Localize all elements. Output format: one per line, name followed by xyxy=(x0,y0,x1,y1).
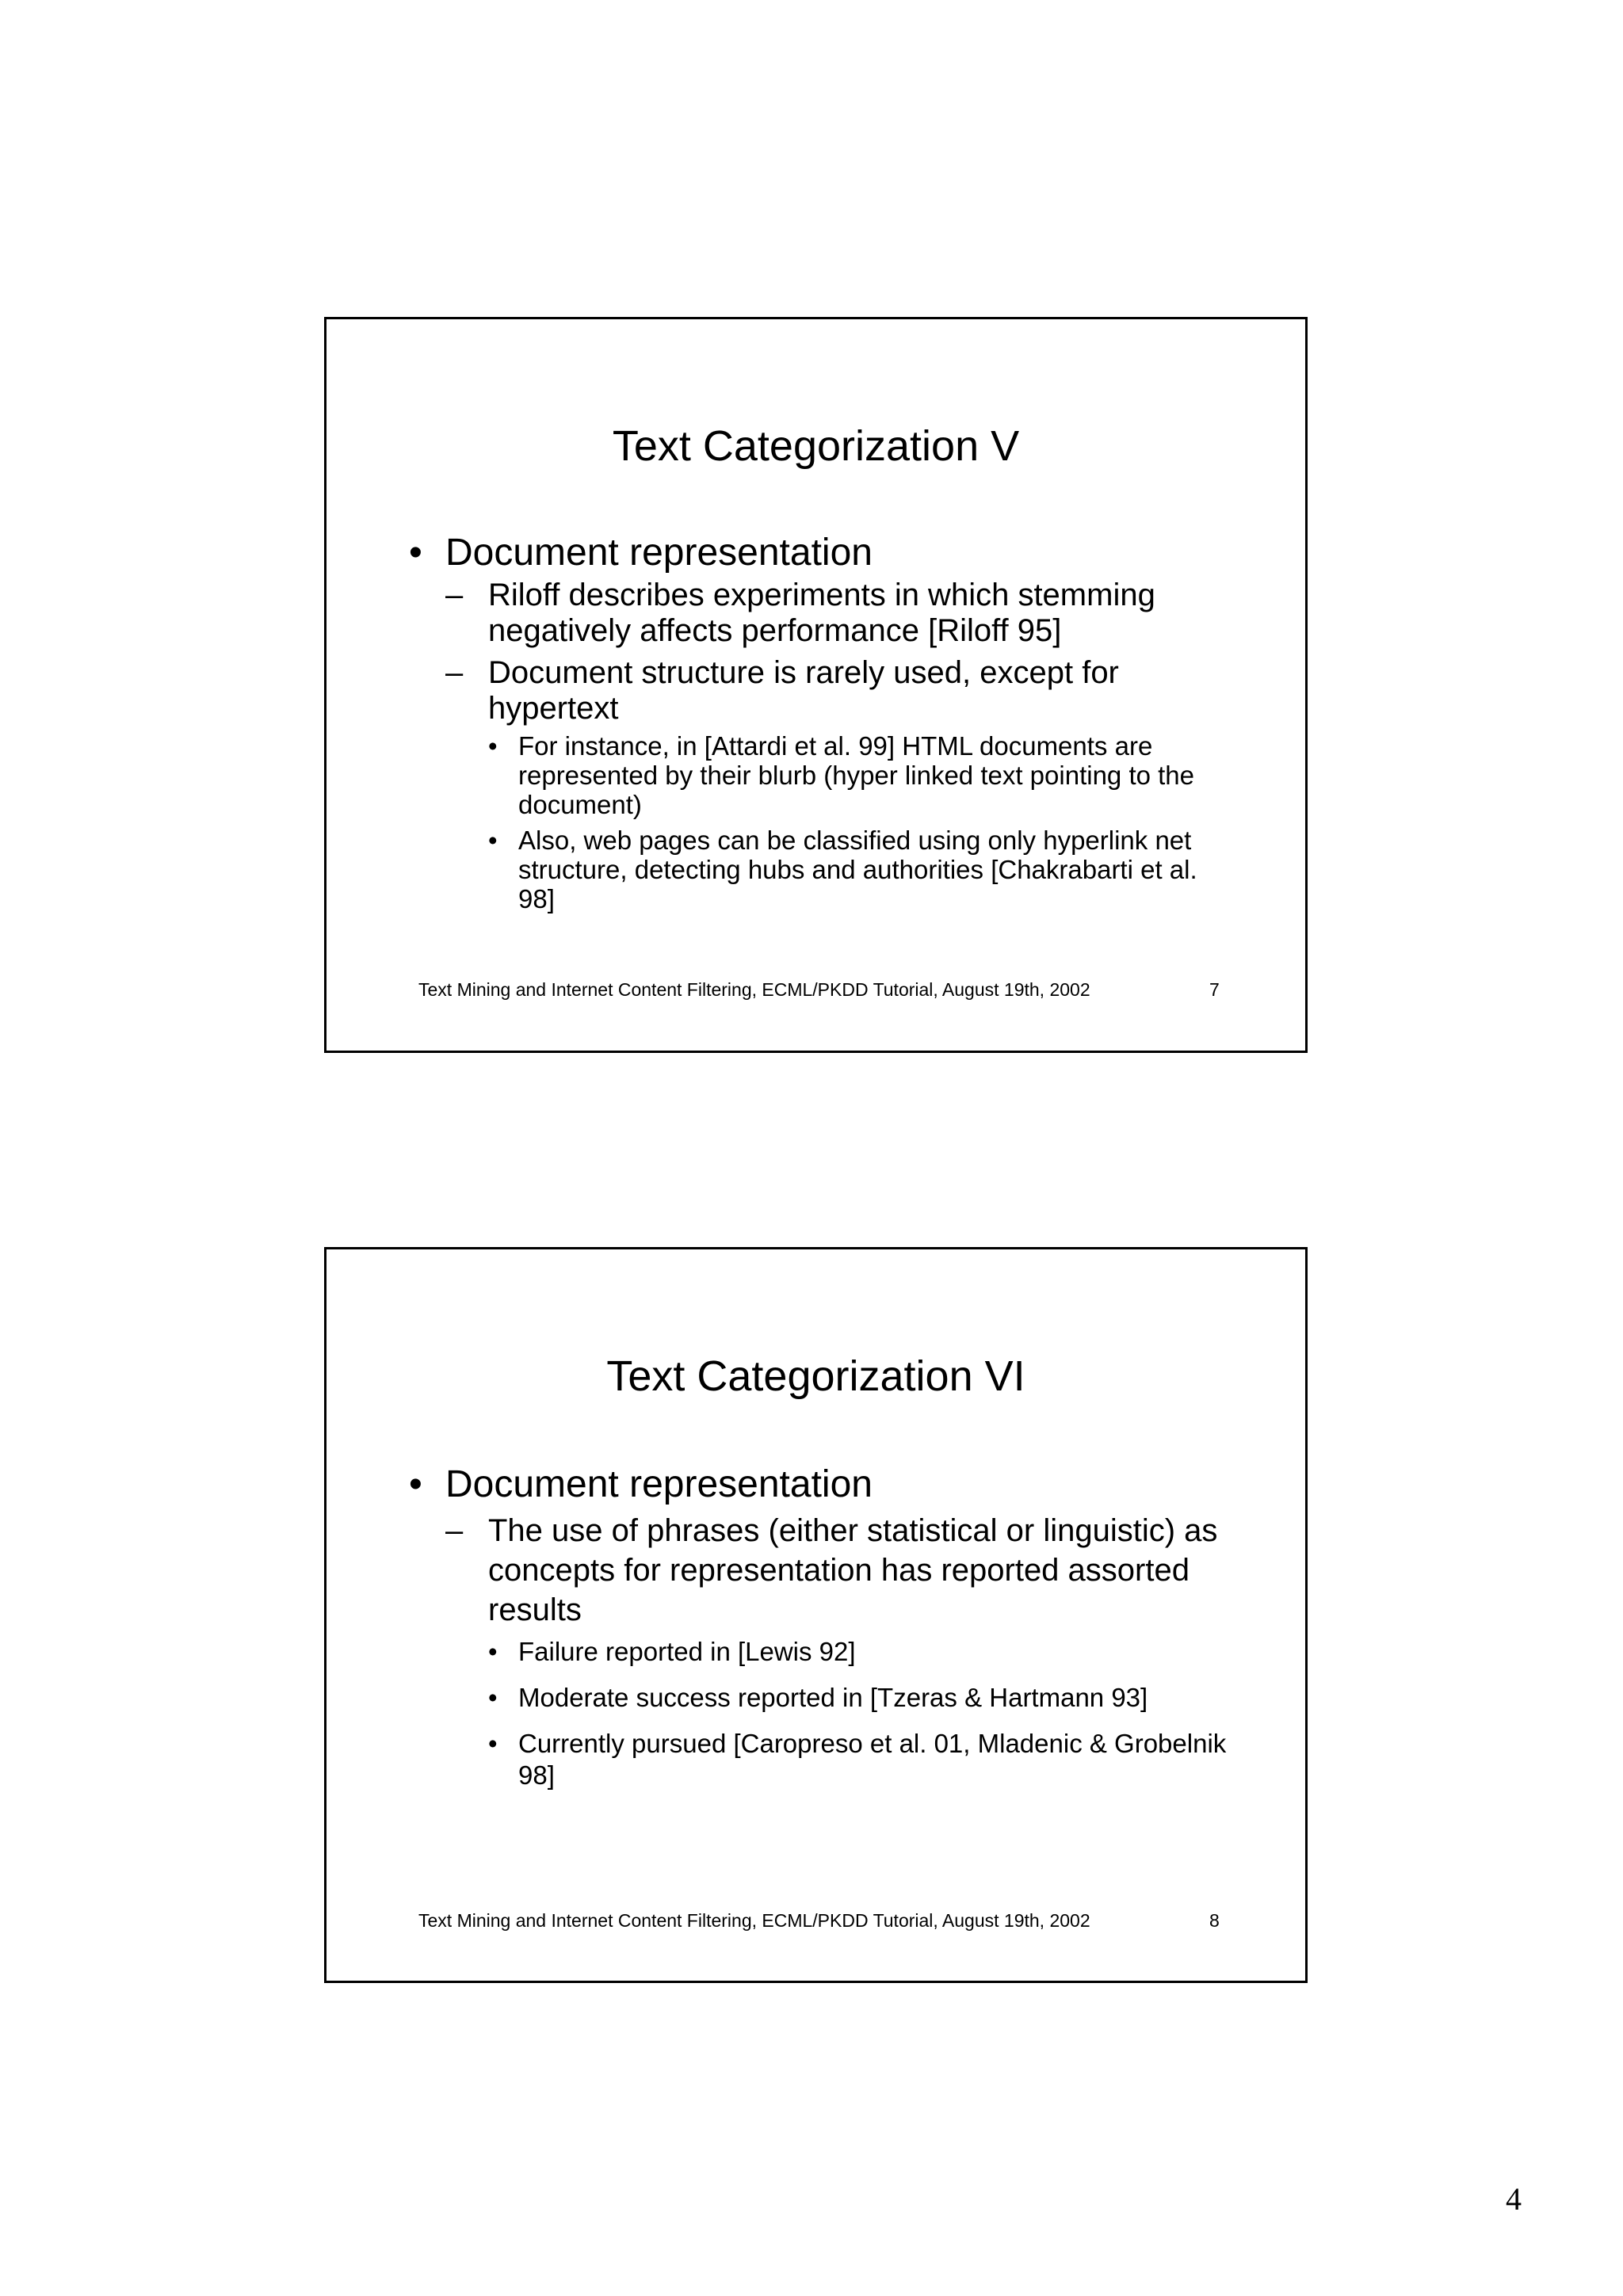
sub-sub-bullet-item xyxy=(488,731,1234,819)
sub-bullet-item xyxy=(445,655,1234,913)
sub-bullet-item xyxy=(445,578,1234,649)
slide-title: Text Categorization V xyxy=(612,422,1020,470)
sub-list xyxy=(445,1511,1234,1791)
bullet-icon: • xyxy=(488,1729,498,1758)
sub-sub-bullet-text: Moderate success reported in [Tzeras & Hartmann 93] xyxy=(518,1683,1148,1712)
sub-list xyxy=(445,578,1234,913)
sub-sub-list xyxy=(488,731,1234,913)
slide-content xyxy=(409,1463,1234,1791)
slide-footer: Text Mining and Internet Content Filtering, ECML/PKDD Tutorial, August 19th, 2002 xyxy=(418,1910,1090,1931)
sub-sub-list xyxy=(488,1636,1234,1791)
slide-content xyxy=(409,532,1234,913)
bullet-item xyxy=(409,1463,1234,1791)
slide-8 xyxy=(324,1247,1308,1983)
dash-icon: – xyxy=(445,1513,464,1548)
sub-sub-bullet-text: Currently pursued [Caropreso et al. 01, Mladenic & Grobelnik 98] xyxy=(518,1729,1227,1790)
sub-sub-bullet-item xyxy=(488,1636,1234,1668)
sub-bullet-text: Riloff describes experiments in which stemming negatively affects performance [Riloff 95] xyxy=(488,578,1155,648)
bullet-icon: • xyxy=(488,826,498,855)
dash-icon: – xyxy=(445,655,464,690)
sub-bullet-text: Document structure is rarely used, except for hypertext xyxy=(488,655,1119,726)
bullet-icon: • xyxy=(488,1637,498,1666)
bullet-icon: • xyxy=(409,532,422,574)
slide-7 xyxy=(324,317,1308,1053)
bullet-item xyxy=(409,532,1234,913)
dash-icon: – xyxy=(445,578,464,612)
slide-number: 8 xyxy=(1209,1910,1220,1931)
bullet-text: Document representation xyxy=(445,532,873,574)
sub-sub-bullet-item xyxy=(488,1682,1234,1714)
sub-sub-bullet-text: Failure reported in [Lewis 92] xyxy=(518,1637,856,1666)
sub-sub-bullet-text: Also, web pages can be classified using only hyperlink net structure, detecting hubs and authorities [Chakrabarti et al. 98] xyxy=(518,826,1197,913)
bullet-icon: • xyxy=(488,731,498,761)
bullet-icon: • xyxy=(488,1683,498,1712)
slide-title: Text Categorization VI xyxy=(606,1352,1025,1400)
sub-sub-bullet-item xyxy=(488,826,1234,913)
bullet-icon: • xyxy=(409,1463,422,1505)
slide-number: 7 xyxy=(1209,979,1220,1000)
sub-bullet-text: The use of phrases (either statistical or linguistic) as concepts for representation has reported assorted results xyxy=(488,1513,1218,1627)
slide-footer: Text Mining and Internet Content Filtering, ECML/PKDD Tutorial, August 19th, 2002 xyxy=(418,979,1090,1000)
page-number: 4 xyxy=(1506,2181,1522,2217)
sub-sub-bullet-text: For instance, in [Attardi et al. 99] HTML documents are represented by their blurb (hyper linked text pointing to the document) xyxy=(518,731,1195,819)
bullet-text: Document representation xyxy=(445,1463,873,1505)
sub-sub-bullet-item xyxy=(488,1728,1234,1791)
sub-bullet-item xyxy=(445,1511,1234,1791)
